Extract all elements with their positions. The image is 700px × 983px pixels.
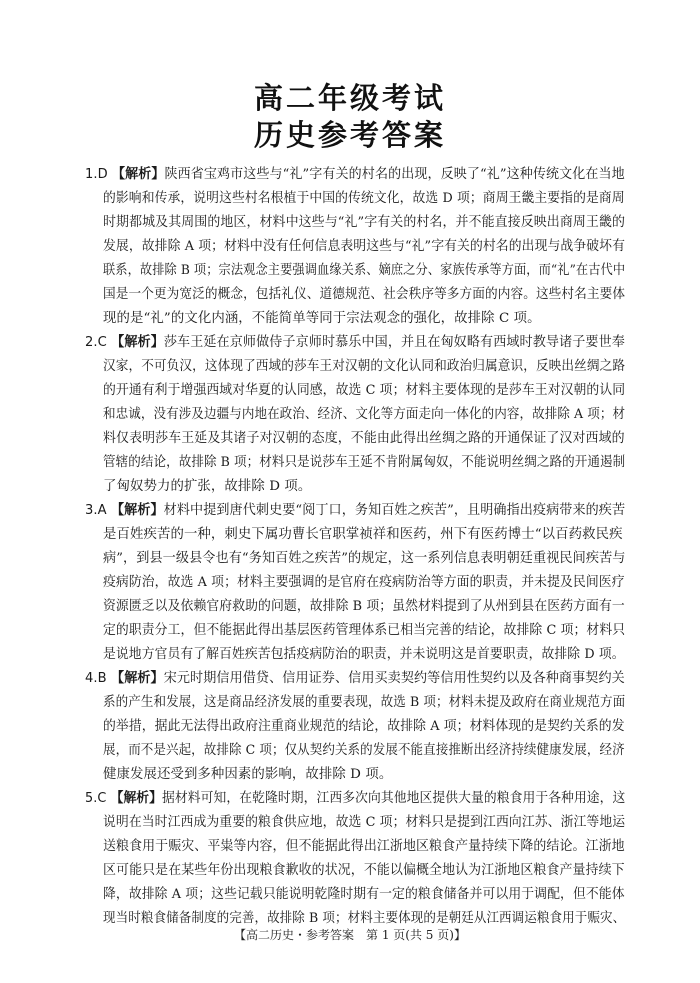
answer-line: 区可能只是在某些年份出现粮食歉收的状况，不能以偏概全地认为江浙地区粮食产量持续下 xyxy=(103,863,625,878)
answer-line: 健康发展还受到多种因素的影响，故排除 D 项。 xyxy=(103,767,393,782)
answer-line: 降，故排除 A 项；这些记载只能说明乾隆时期有一定的粮食储备并可以用于调配，但不能体 xyxy=(103,887,625,902)
answer-line: 病”，到县一级县令也有“务知百姓之疾苦”的规定，这一系列信息表明朝廷重视民间疾苦与 xyxy=(103,551,626,566)
answer-line: 定的职责分工，但不能据此得出基层医药管理体系已相当完善的结论，故排除 C 项；材料只 xyxy=(103,623,626,638)
analysis-tag: 【解析】 xyxy=(111,335,164,350)
answer-text: 材料中提到唐代刺史要“阅丁口，务知百姓之疾苦”，且明确指出疫病带来的疾苦 xyxy=(163,503,626,518)
answer-line: 系的产生和发展，这是商品经济发展的重要表现，故选 B 项；材料未提及政府在商业规范方面 xyxy=(103,695,626,710)
answer-line: 说明在当时江西成为重要的粮食供应地，故选 C 项；材料只是提到江西向江苏、浙江等地运 xyxy=(103,815,626,830)
answer-text: 莎车王延在京师做侍子京师时慕乐中国，并且在匈奴略有西域时教导诸子要世奉 xyxy=(163,335,625,350)
answer-choice: C xyxy=(97,335,107,350)
answer-first-line xyxy=(85,334,625,352)
answer-line: 是说地方官员有了解百姓疾苦包括疫病防治的职责，并未说明这是首要职责，故排除 D 项。 xyxy=(103,647,625,662)
answer-line: 发展，故排除 A 项；材料中没有任何信息表明这些与“礼”字有关的村名的出现与战争破坏有 xyxy=(103,239,626,254)
answer-line: 资源匮乏以及依赖官府救助的问题，故排除 B 项；虽然材料提到了从州到县在医药方面有一 xyxy=(103,599,625,614)
answer-line: 时期都城及其周围的地区，材料中这些与“礼”字有关的村名，并不能直接反映出商周王畿的 xyxy=(103,215,626,230)
answer-line: 的开通有利于增强西域对华夏的认同感，故选 C 项；材料主要体现的是莎车王对汉朝的认同 xyxy=(103,383,626,398)
answer-number: 2. xyxy=(85,335,98,350)
answer-line: 联系，故排除 B 项；宗法观念主要强调血缘关系、嫡庶之分、家族传承等方面，而“礼”在古代中 xyxy=(103,263,626,278)
analysis-tag: 【解析】 xyxy=(112,167,165,182)
page-title-line1: 高二年级考试 xyxy=(253,81,446,115)
answer-first-line xyxy=(85,670,625,688)
answer-first-line xyxy=(85,166,625,184)
page-footer: 【高二历史・参考答案 第 1 页(共 5 页)】 xyxy=(234,928,466,942)
answer-line: 送粮食用于赈灾、平粜等内容，但不能据此得出江浙地区粮食产量持续下降的结论。江浙地 xyxy=(103,839,625,854)
answer-number: 3. xyxy=(85,503,98,518)
answer-line: 管辖的结论，故排除 B 项；材料只是说莎车王延不肯附属匈奴，不能说明丝绸之路的开通遏制 xyxy=(103,455,626,470)
analysis-tag: 【解析】 xyxy=(110,503,164,518)
answer-number: 5. xyxy=(85,791,98,806)
answer-line: 现当时粮食储备制度的完善，故排除 B 项；材料主要体现的是朝廷从江西调运粮食用于赈灾、 xyxy=(103,911,626,926)
answer-choice: B xyxy=(97,671,107,686)
answer-line: 和忠诚，没有涉及边疆与内地在政治、经济、文化等方面走向一体化的内容，故排除 A 项；材 xyxy=(103,407,626,422)
answer-line: 国是一个更为宽泛的概念，包括礼仪、道德规范、社会秩序等多方面的内容。这些村名主要体 xyxy=(103,287,626,302)
answer-first-line xyxy=(85,790,625,808)
answer-line: 汉家，不可负汉，这体现了西域的莎车王对汉朝的文化认同和政治归属意识，反映出丝绸之路 xyxy=(103,359,626,374)
analysis-tag: 【解析】 xyxy=(110,791,163,806)
answer-number: 4. xyxy=(85,671,98,686)
analysis-tag: 【解析】 xyxy=(111,671,164,686)
answer-text: 据材料可知，在乾隆时期，江西多次向其他地区提供大量的粮食用于各种用途，这 xyxy=(162,791,626,806)
answer-choice: D xyxy=(97,167,108,182)
answer-text: 陕西省宝鸡市这些与“礼”字有关的村名的出现，反映了“礼”这种传统文化在当地 xyxy=(164,167,625,182)
answer-line: 的影响和传承，说明这些村名根植于中国的传统文化，故选 D 项；商周王畿主要指的是商周 xyxy=(103,191,625,206)
answer-choice: A xyxy=(97,503,107,518)
answer-line: 是百姓疾苦的一种，刺史下属功曹长官职掌祯祥和医药，州下有医药博士“以百药救民疾 xyxy=(103,527,623,542)
answer-line: 疫病防治，故选 A 项；材料主要强调的是官府在疫病防治等方面的职责，并未提及民间医疗 xyxy=(103,575,625,590)
answer-first-line xyxy=(85,502,625,520)
answer-line: 展，而不是兴起，故排除 C 项；仅从契约关系的发展不能直接推断出经济持续健康发展，经济 xyxy=(103,743,625,758)
answer-text: 宋元时期信用借贷、信用证券、信用买卖契约等信用性契约以及各种商事契约关 xyxy=(163,671,625,686)
answer-line: 现的是“礼”的文化内涵，不能简单等同于宗法观念的强化，故排除 C 项。 xyxy=(103,311,541,326)
page-title-line2: 历史参考答案 xyxy=(253,118,446,152)
answer-line: 了匈奴势力的扩张，故排除 D 项。 xyxy=(103,479,312,494)
answer-line: 料仅表明莎车王延及其诸子对汉朝的态度，不能由此得出丝绸之路的开通保证了汉对西域的 xyxy=(103,431,625,446)
answer-number: 1. xyxy=(85,167,98,182)
answer-choice: C xyxy=(97,791,107,806)
answer-line: 的举措，据此无法得出政府注重商业规范的结论，故排除 A 项；材料体现的是契约关系的发 xyxy=(103,719,625,734)
